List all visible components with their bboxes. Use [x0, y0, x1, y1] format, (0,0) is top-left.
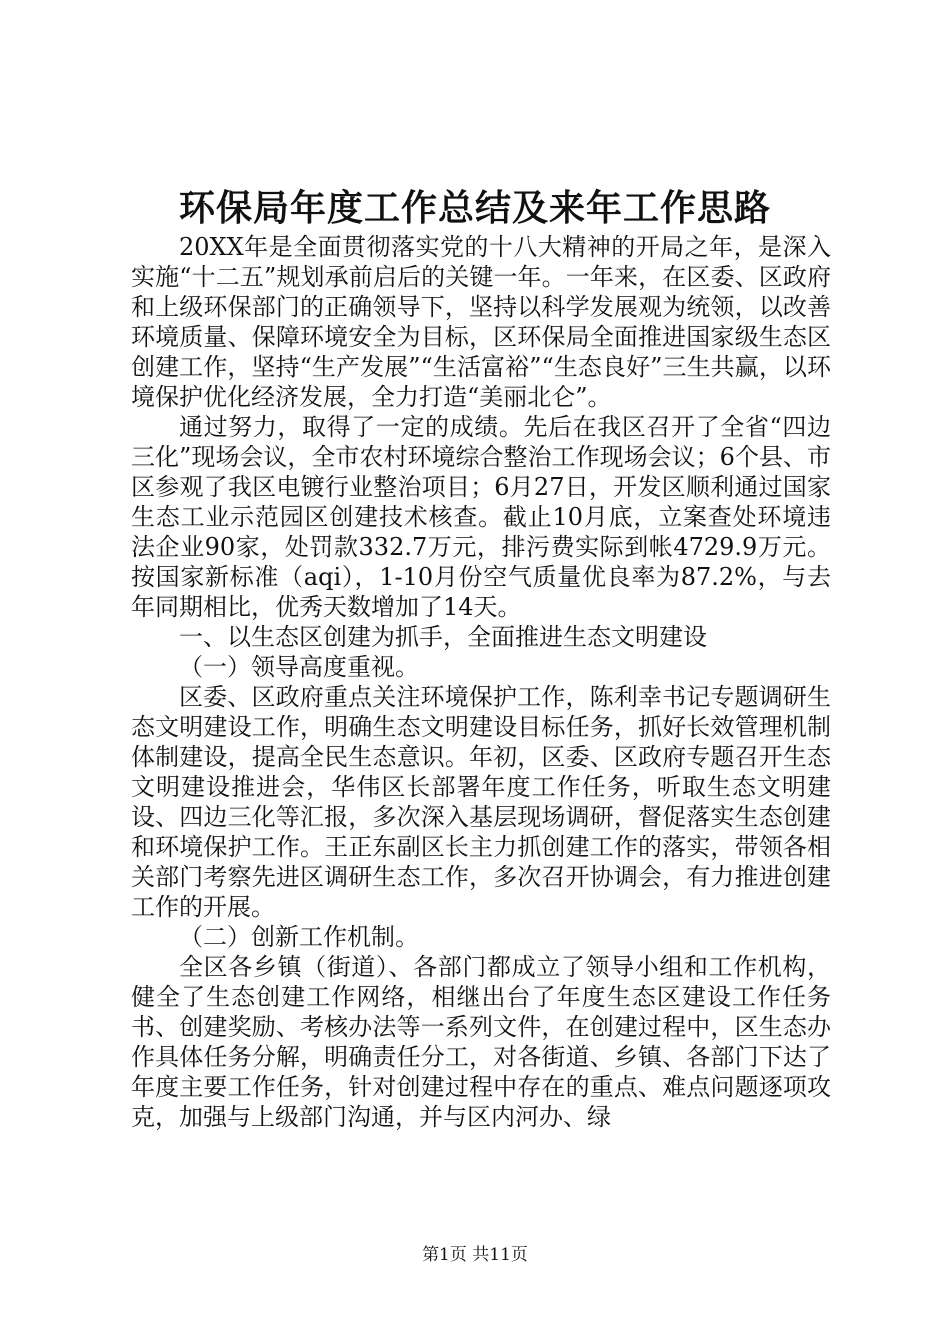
- paragraph-achievements: 通过努力，取得了一定的成绩。先后在我区召开了全省“四边三化”现场会议，全市农村环境综合整治工作现场会议；6个县、市区参观了我区电镀行业整治项目；6月27日，开发区顺利通过国家生态工业示范园区创建技术核查。截止10月底，立案查处环境违法企业90家，处罚款332.7万元，排污费实际到帐4729.9万元。按国家新标准（aqi），1-10月份空气质量优良率为87.2%，与去年同期相比，优秀天数增加了14天。: [131, 413, 831, 621]
- paragraph-leadership: 区委、区政府重点关注环境保护工作，陈利幸书记专题调研生态文明建设工作，明确生态文明建设目标任务，抓好长效管理机制体制建设，提高全民生态意识。年初，区委、区政府专题召开生态文明建设推进会，华伟区长部署年度工作任务，听取生态文明建设、四边三化等汇报，多次深入基层现场调研，督促落实生态创建和环境保护工作。王正东副区长主力抓创建工作的落实，带领各相关部门考察先进区调研生态工作，多次召开协调会，有力推进创建工作的开展。: [131, 683, 831, 921]
- document-body: [131, 232, 831, 1132]
- page-number-footer: 第1页 共11页: [422, 1245, 528, 1265]
- paragraph-mechanism: 全区各乡镇（街道）、各部门都成立了领导小组和工作机构，健全了生态创建工作网络，相继出台了年度生态区建设工作任务书、创建奖励、考核办法等一系列文件，在创建过程中，区生态办作具体任务分解，明确责任分工，对各街道、乡镇、各部门下达了年度主要工作任务，针对创建过程中存在的重点、难点问题逐项攻克，加强与上级部门沟通，并与区内河办、绿: [131, 953, 831, 1131]
- paragraph-intro: 20XX年是全面贯彻落实党的十八大精神的开局之年，是深入实施“十二五”规划承前启后的关键一年。一年来，在区委、区政府和上级环保部门的正确领导下，坚持以科学发展观为统领，以改善环境质量、保障环境安全为目标，区环保局全面推进国家级生态区创建工作，坚持“生产发展”“生活富裕”“生态良好”三生共赢，以环境保护优化经济发展，全力打造“美丽北仑”。: [131, 233, 831, 411]
- subsection-heading-1: （一）领导高度重视。: [179, 653, 419, 681]
- section-heading-1: 一、以生态区创建为抓手，全面推进生态文明建设: [179, 623, 707, 651]
- subsection-heading-2: （二）创新工作机制。: [179, 923, 419, 951]
- document-title: 环保局年度工作总结及来年工作思路: [178, 187, 771, 229]
